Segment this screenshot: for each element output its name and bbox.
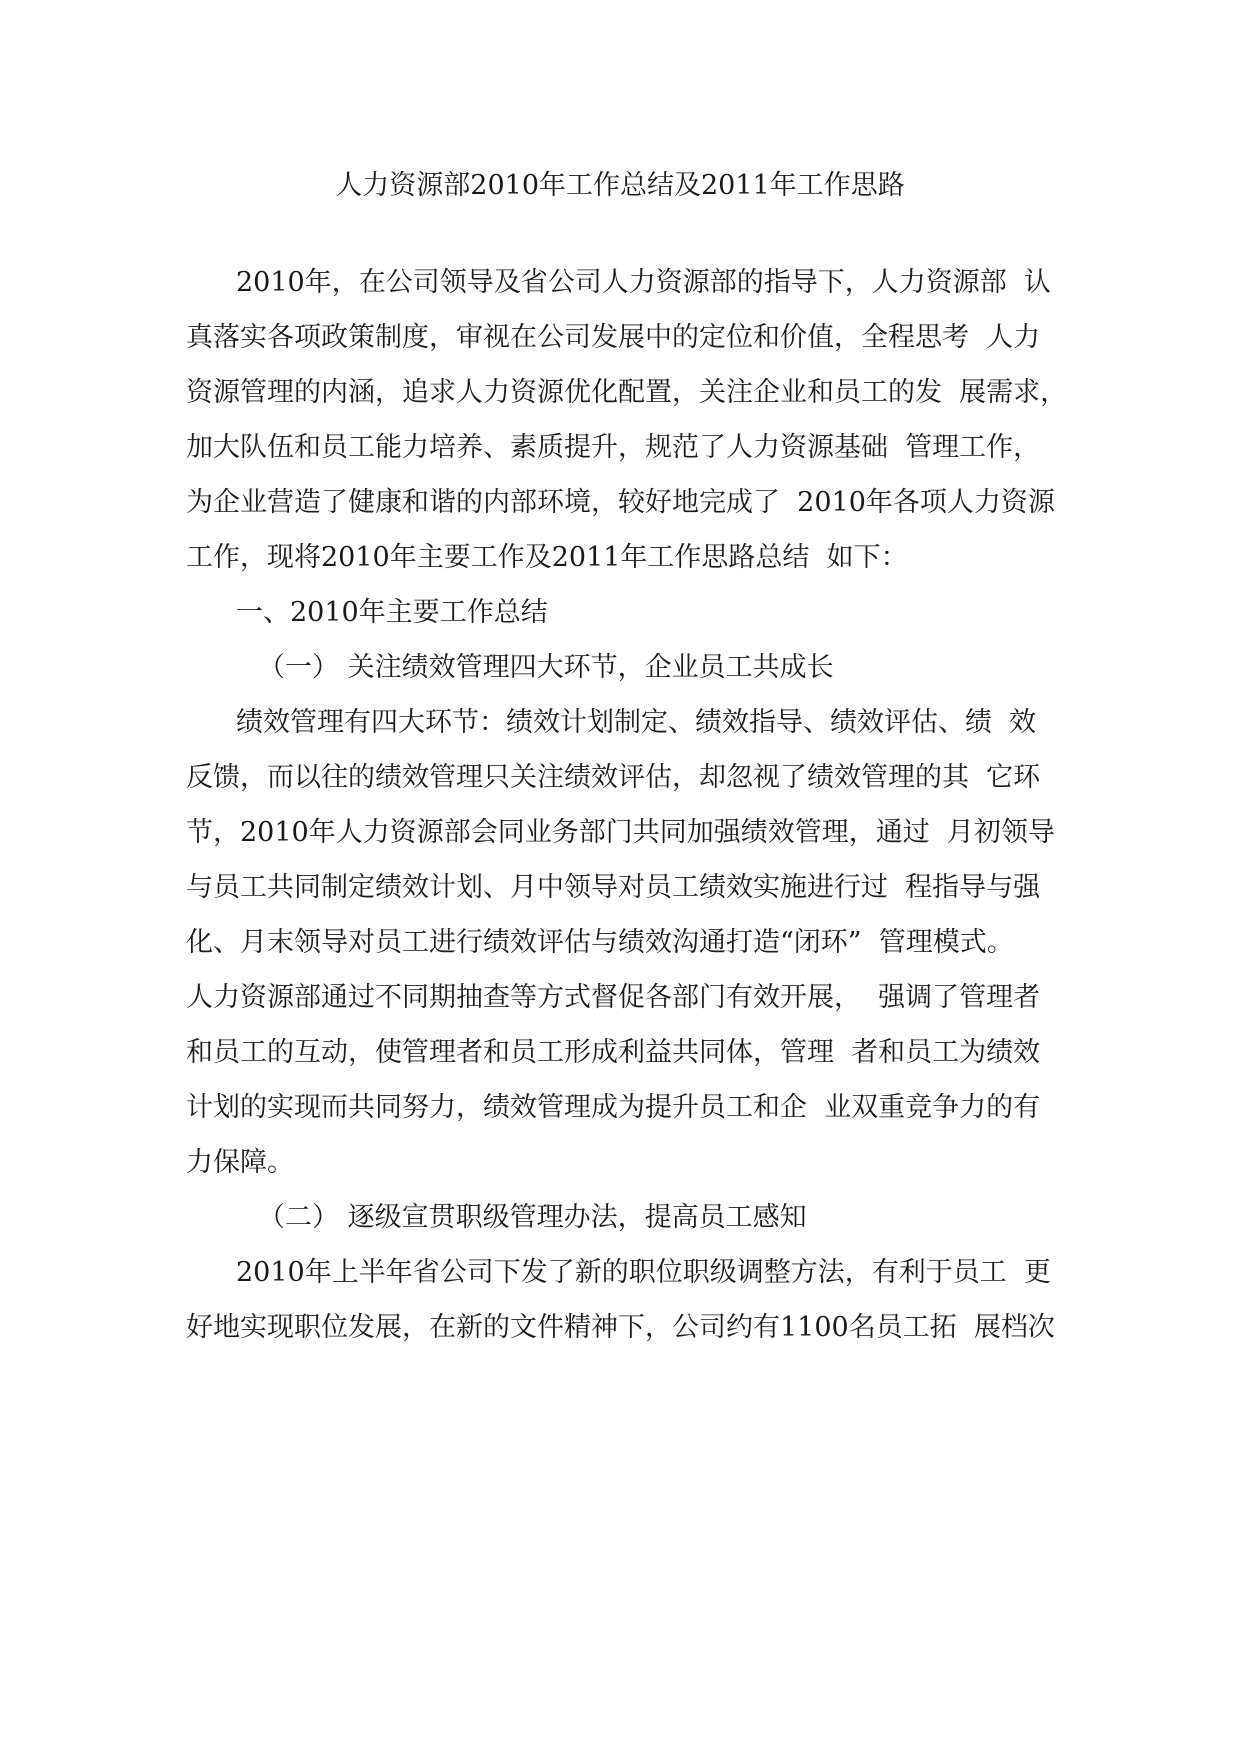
paragraph-line: 2010年，在公司领导及省公司人力资源部的指导下，人力资源部 认 [236,267,1051,298]
paragraph-line: 资源管理的内涵，追求人力资源优化配置，关注企业和员工的发 展需求， [186,377,1068,408]
paragraph-line: 好地实现职位发展，在新的文件精神下，公司约有1100名员工拓 展档次 [186,1312,1055,1343]
subsection-heading: （二） 逐级宣贯职级管理办法，提高员工感知 [258,1202,807,1233]
paragraph-line: 节，2010年人力资源部会同业务部门共同加强绩效管理，通过 月初领导 [186,817,1055,848]
paragraph-line: 和员工的互动，使管理者和员工形成利益共同体，管理 者和员工为绩效 [186,1037,1041,1068]
paragraph-line: 化、月末领导对员工进行绩效评估与绩效沟通打造“闭环” 管理模式。 [186,927,1014,958]
paragraph-line: 为企业营造了健康和谐的内部环境，较好地完成了 2010年各项人力资源 [186,487,1055,518]
paragraph-line: 2010年上半年省公司下发了新的职位职级调整方法，有利于员工 更 [236,1257,1051,1288]
paragraph-line: 反馈，而以往的绩效管理只关注绩效评估，却忽视了绩效管理的其 它环 [186,762,1041,793]
subsection-heading: （一） 关注绩效管理四大环节，企业员工共成长 [258,652,834,683]
paragraph-line: 加大队伍和员工能力培养、素质提升，规范了人力资源基础 管理工作， [186,432,1041,463]
paragraph-line: 绩效管理有四大环节：绩效计划制定、绩效指导、绩效评估、绩 效 [236,707,1037,738]
paragraph-line: 与员工共同制定绩效计划、月中领导对员工绩效实施进行过 程指导与强 [186,872,1041,903]
paragraph-line: 真落实各项政策制度，审视在公司发展中的定位和价值，全程思考 人力 [186,322,1041,353]
paragraph-line: 计划的实现而共同努力，绩效管理成为提升员工和企 业双重竞争力的有 [186,1092,1041,1123]
paragraph-line: 人力资源部通过不同期抽查等方式督促各部门有效开展， 强调了管理者 [186,982,1041,1013]
section-heading: 一、2010年主要工作总结 [236,597,548,628]
paragraph-line: 力保障。 [186,1147,294,1178]
document-title: 人力资源部2010年工作总结及2011年工作思路 [335,170,905,201]
paragraph-line: 工作，现将2010年主要工作及2011年工作思路总结 如下： [186,542,908,573]
